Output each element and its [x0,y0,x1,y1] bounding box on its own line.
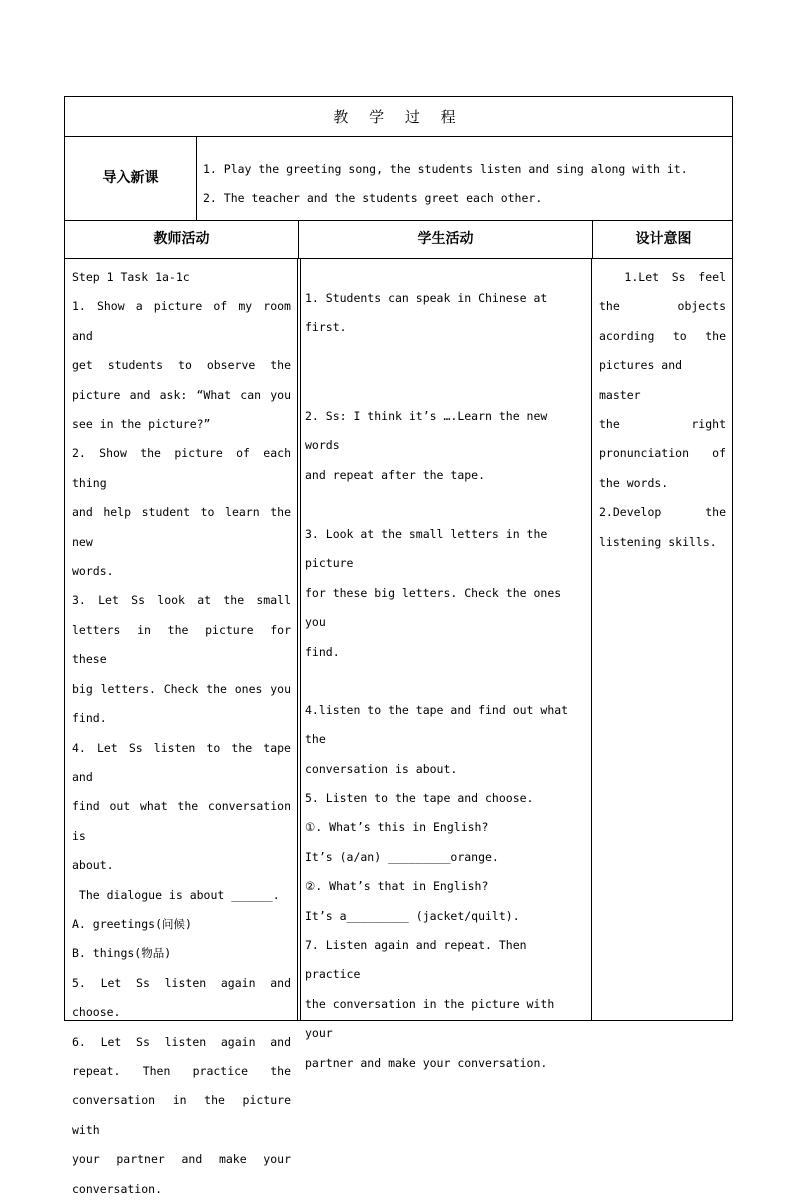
design-intent [599,263,726,557]
student-line: find. [305,644,340,659]
teacher-line: conversation. [72,1181,163,1196]
student-activity-1 [305,284,587,343]
student-activity-5 [305,784,587,1078]
teacher-line: 1. Show a picture of my room and [72,299,291,343]
divider [297,258,298,1021]
student-line: the conversation in the picture with your [305,996,555,1041]
student-line: 1. Students can speak in Chinese at first. [305,291,548,335]
teacher-line: about. [72,858,114,873]
teacher-line: find out what the conversation is [72,799,291,843]
teacher-line: picture and ask: “What can you [72,387,291,402]
student-line: ①. What’s this in English? [305,820,489,835]
divider [300,258,301,1021]
teacher-line: find. [72,711,107,726]
design-line: listening skills. [599,534,717,549]
student-line: 5. Listen to the tape and choose. [305,791,534,805]
student-line: 3. Look at the small letters in the picture [305,527,548,571]
student-line: It’s (a/an) _________orange. [305,849,499,864]
teacher-line: conversation in the picture with [72,1093,291,1137]
header-design: 设计意图 [635,231,692,247]
student-activity-2 [305,402,587,490]
teacher-line: your partner and make your [72,1152,291,1167]
design-line: acording to the [599,328,726,343]
header-teacher: 教师活动 [153,231,210,247]
design-line: the words. [599,475,669,490]
student-activity-4 [305,696,587,784]
divider [591,258,592,1021]
intro-line: 2. The teacher and the students greet each other. [203,191,543,205]
teacher-line: 6. Let Ss listen again and [72,1034,291,1049]
student-line: conversation is about. [305,761,458,776]
teacher-line: Step 1 Task 1a-1c [72,270,190,284]
intro-text [203,155,724,213]
table-title: 教 学 过 程 [333,108,464,126]
teacher-line: big letters. Check the ones you [72,681,291,696]
design-line: pronunciation of [599,446,726,461]
student-line: 7. Listen again and repeat. Then practice [305,938,527,982]
design-line: the right [599,417,726,432]
student-line: partner and make your conversation. [305,1055,548,1070]
design-line: 1.Let Ss feel [599,270,726,284]
teacher-line: repeat. Then practice the [72,1063,291,1078]
intro-line: 1. Play the greeting song, the students listen and sing along with it. [203,162,688,176]
teacher-line: A. greetings(问候) [72,916,192,931]
student-line: 2. Ss: I think it’s ….Learn the new words [305,409,548,453]
teacher-line: 4. Let Ss listen to the tape and [72,740,291,784]
teacher-line: letters in the picture for these [72,622,291,667]
teacher-line: see in the picture?” [72,417,211,432]
teacher-line: and help student to learn the new [72,505,291,549]
header-student: 学生活动 [417,231,474,247]
design-line: pictures and master [599,358,683,402]
design-line: 2.Develop the [599,505,726,520]
lesson-process-table [64,96,733,1196]
intro-label: 导入新课 [102,170,159,186]
teacher-line: B. things(物品) [72,946,172,961]
student-line: and repeat after the tape. [305,467,486,482]
teacher-line: 3. Let Ss look at the small [72,593,291,608]
student-line: for these big letters. Check the ones you [305,585,562,630]
teacher-line: choose. [72,1005,121,1020]
student-line: ②. What’s that in English? [305,879,489,894]
teacher-line: The dialogue is about ______. [72,887,280,902]
student-activity-3 [305,520,587,667]
teacher-line: 2. Show the picture of each thing [72,446,291,490]
teacher-line: words. [72,564,114,579]
design-line: the objects [599,299,726,314]
divider [196,137,197,220]
teacher-line: 5. Let Ss listen again and [72,975,291,990]
teacher-activities [72,263,291,1204]
student-line: It’s a_________ (jacket/quilt). [305,908,520,923]
divider [65,258,732,259]
student-line: 4.listen to the tape and find out what the [305,703,569,747]
teacher-line: get students to observe the [72,358,291,373]
